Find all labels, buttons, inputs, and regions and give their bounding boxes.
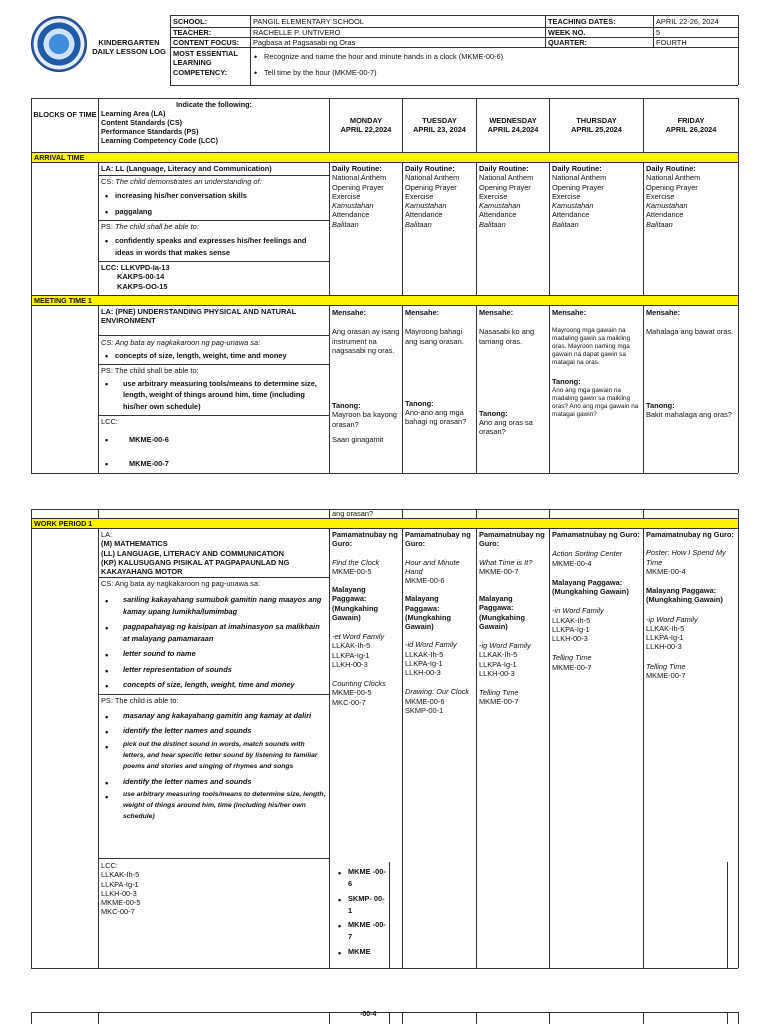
content-focus-value: Pagbasa at Pagsasabi ng Oras — [253, 38, 356, 47]
melc-label: MOST ESSENTIAL LEARNING COMPETENCY: — [173, 49, 238, 77]
routine-wednesday: Daily Routine: National Anthem Opening Prayer Exercise Kamustahan Attendance Balitaan — [479, 164, 534, 229]
day-header-thursday: THURSDAY APRIL 25,2024 — [571, 116, 622, 135]
work-wednesday: Pamamatnubay ng Guro: What Time is It? MKME-00-7 Malayang Paggawa: (Mungkahing Gawain) -ig Word Family LLKAK-Ih-5 LLKPA-Ig-1 LLKH-00-3 Telling Time MKME-00-7 — [479, 530, 545, 707]
routine-tuesday: Daily Routine: National Anthem Opening Prayer Exercise Kamustahan Attendance Balitaan — [405, 164, 460, 229]
melc-list — [250, 52, 540, 81]
blocks-of-time-header: BLOCKS OF TIME — [33, 110, 97, 119]
deped-seal-icon — [31, 16, 87, 72]
school-label: SCHOOL: — [173, 17, 208, 26]
content-focus-label: CONTENT FOCUS: — [173, 38, 240, 47]
lesson-log-title: KINDERGARTEN DAILY LESSON LOG — [92, 38, 166, 57]
meeting-standards: LA: (PNE) UNDERSTANDING PHYSICAL AND NATURAL ENVIRONMENT CS: Ang bata ay nagkakaroon ng pag-unawa sa: • concepts of size, length, weight, time and money PS: The child shall be able to: • use arbitrary measuring tools/means to determine size, length, weight of things around him, time (including his/her own schedule) LCC: • MKME-00-6 • MKME-00-7 — [101, 307, 327, 471]
dates-label: TEACHING DATES: — [548, 17, 616, 26]
week-label: WEEK NO. — [548, 28, 586, 37]
teacher-value: RACHELLE P. UNTIVERO — [253, 28, 341, 37]
routine-thursday: Daily Routine: National Anthem Opening Prayer Exercise Kamustahan Attendance Balitaan — [552, 164, 607, 229]
work-standards: LA: (M) MATHEMATICS (LL) LANGUAGE, LITERACY AND COMMUNICATION (KP) KALUSUGANG PISIKAL AT PAGPAPAUNLAD NG KAKAYAHANG MOTOR CS: Ang bata ay nagkakaroon ng pag-unawa sa: • sariling kakayahang sumubok gamitin nang maayos ang kamay upang lumikha/lumimbag • pagpapahayag ng kaisipan at imahinasyon sa malikhain at malayang pamamaraan • letter sound to name • letter representation of sounds • concepts of size, length, weight, time and money PS: The child is able to: • masanay ang kakayahang gamitin ang kamay at daliri • identify the letter names and sounds • pick out the distinct sound in words, match sounds with letters, and hear specific letter sound by listening to familiar poems and stories and singing of rhymes and songs • identify the letter names and sounds • use arbitrary measuring tools/means to determine size, length, weight of things around him, time (including his/her own schedule) — [101, 530, 327, 826]
dates-value: APRIL 22-26, 2024 — [656, 17, 719, 26]
melc-item: • Recognize and name the hour and minute hands in a clock (MKME-00-6) — [250, 52, 540, 61]
day-header-wednesday: WEDNESDAY APRIL 24,2024 — [487, 116, 539, 135]
school-value: PANGIL ELEMENTARY SCHOOL — [253, 17, 364, 26]
work-tuesday: Pamamatnubay ng Guro: Hour and Minute Hand MKME-00-6 Malayang Paggawa: (Mungkahing Gawain) -id Word Family LLKAK-Ih-5 LLKPA-Ig-1 LLKH-00-3 Drawing: Our Clock MKME-00-6 SKMP-00-1 — [405, 530, 471, 715]
work-lcc: LCC: LLKAK-Ih-5 LLKPA-Ig-1 LLKH-00-3 MKME-00-5 MKC-00-7 — [101, 861, 141, 917]
meeting-wednesday: Mensahe: Nasasabi ko ang tamang oras. Tanong: Ano ang oras sa orasan? — [479, 308, 535, 437]
day-header-friday: FRIDAY APRIL 26,2024 — [665, 116, 717, 135]
day-header-monday: MONDAY APRIL 22,2024 — [340, 116, 392, 135]
routine-friday: Daily Routine: National Anthem Opening Prayer Exercise Kamustahan Attendance Balitaan — [646, 164, 701, 229]
meeting-monday: Mensahe: Ang orasan ay isang instrument na nagsasabi ng oras. Tanong: Mayroon ba kayong orasan? Saan ginagamit — [332, 308, 400, 444]
quarter-label: QUARTER: — [548, 38, 588, 47]
arrival-time-band: ARRIVAL TIME — [32, 153, 738, 162]
day-header-tuesday: TUESDAY APRIL 23, 2024 — [413, 116, 466, 135]
page3-code-fragment: -00-4 — [360, 1011, 377, 1018]
teacher-label: TEACHER: — [173, 28, 212, 37]
melc-item: • Tell time by the hour (MKME-00-7) — [250, 68, 540, 77]
work-monday-code-list: • MKME -00-6 • SKMP- 00-1 • MKME -00-7 • MKME — [334, 866, 388, 961]
quarter-value: FOURTH — [656, 38, 687, 47]
meeting-tuesday: Mensahe: Mayroong bahagi ang isang orasan. Tanong: Ano-ano ang mga bahagi ng orasan? — [405, 308, 467, 427]
routine-monday: Daily Routine: National Anthem Opening Prayer Exercise Kamustahan Attendance Balitaan — [332, 164, 387, 229]
meeting-thursday: Mensahe: Mayroong mga gawain na madaling gawin sa maikling oras. Mayroon naming mga gawain na dapat gawin sa matagal na oras. Tanong: Ano ang mga gawain na madaling gawin sa maikling oras? Ano ang mga gawain na matagal gawin? — [552, 308, 639, 418]
week-value: 5 — [656, 28, 661, 37]
work-period-band: WORK PERIOD 1 — [32, 519, 738, 528]
indicate-header: Indicate the following: Learning Area (LA) Content Standards (CS) Performance Standards (PS) Learning Competency Code (LCC) — [101, 100, 252, 145]
work-thursday: Pamamatnubay ng Guro: Action Sorting Center MKME-00-4 Malayang Paggawa: (Mungkahing Gawain) -in Word Family LLKAK-Ih-5 LLKPA-Ig-1 LLKH-00-3 Telling Time MKME-00-7 — [552, 530, 640, 672]
arrival-standards: LA: LL (Language, Literacy and Communication) CS: The child demonstrates an understanding of: • increasing his/her conversation skills • paggalang PS: The child shall be able to: • confidently speaks and expresses his/her feelings and ideas in words that makes sense LCC: LLKVPD-Ia-13 KAKPS-00-14 KAKPS-OO-15 — [101, 164, 327, 291]
meeting-friday: Mensahe: Mahalaga ang bawat oras. Tanong: Bakit mahalaga ang oras? — [646, 308, 734, 419]
work-friday: Pamamatnubay ng Guro: Poster: How I Spend My Time MKME-00-4 Malayang Paggawa: (Mungkahing Gawain) -ip Word Family LLKAK-Ih-5 LLKPA-Ig-1 LLKH-00-3 Telling Time MKME-00-7 — [646, 530, 734, 680]
meeting-time-band: MEETING TIME 1 — [32, 296, 738, 305]
meeting-monday-continued: ang orasan? — [332, 509, 374, 518]
work-monday: Pamamatnubay ng Guro: Find the Clock MKME-00-5 Malayang Paggawa: (Mungkahing Gawain) -et Word Family LLKAK-Ih-5 LLKPA-Ig-1 LLKH-00-3 Counting Clocks MKME-00-5 MKC-00-7 — [332, 530, 398, 707]
